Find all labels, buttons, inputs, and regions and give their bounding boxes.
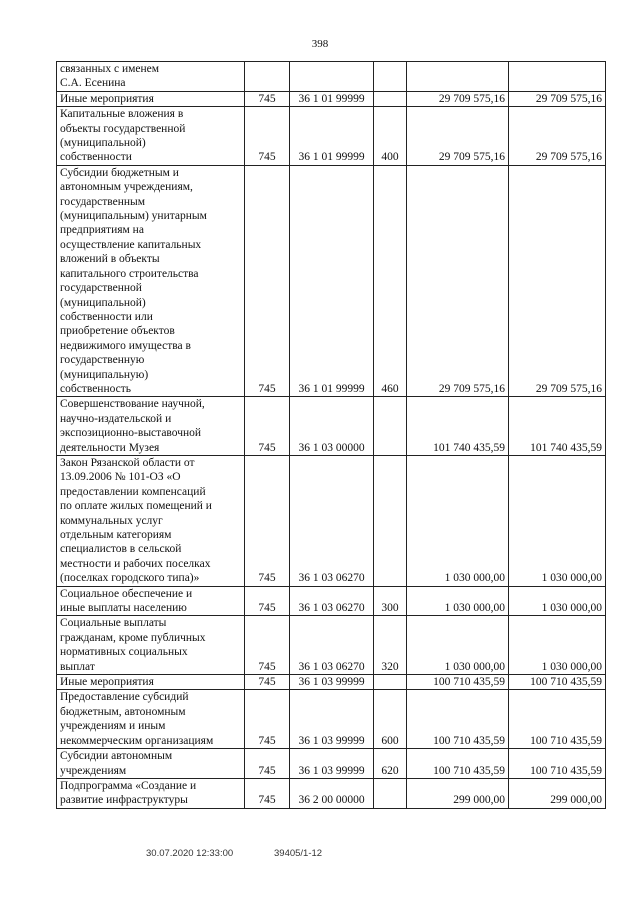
expense-type-cell: 320	[374, 616, 407, 675]
item-name-cell: Предоставление субсидий бюджетным, автономным учреждениям и иным некоммерческим организациям	[57, 690, 245, 749]
amount-year2-cell: 100 710 435,59	[509, 675, 606, 690]
target-article-cell: 36 1 01 99999	[290, 91, 374, 106]
item-name-cell: Субсидии бюджетным и автономным учреждениям, государственным (муниципальным) унитарным предприятиям на осуществление капитальных вложений в объекты капитального строительства государственной (муниципальной) собственности или приобретение объектов недвижимого имущества в государственную (муниципальную) собственность	[57, 165, 245, 397]
expense-type-cell: 460	[374, 165, 407, 397]
expense-type-cell	[374, 455, 407, 586]
item-name-cell: Иные мероприятия	[57, 675, 245, 690]
expense-type-cell: 300	[374, 586, 407, 616]
amount-year1-cell: 29 709 575,16	[407, 165, 509, 397]
table-row	[57, 165, 606, 397]
item-name-cell: Субсидии автономным учреждениям	[57, 749, 245, 779]
target-article-cell: 36 1 03 06270	[290, 616, 374, 675]
ministry-code-cell: 745	[245, 586, 290, 616]
expense-type-cell: 400	[374, 107, 407, 166]
budget-table	[56, 61, 606, 809]
expense-type-cell: 600	[374, 690, 407, 749]
amount-year1-cell: 101 740 435,59	[407, 397, 509, 456]
expense-type-cell	[374, 91, 407, 106]
target-article-cell: 36 1 03 06270	[290, 455, 374, 586]
table-row	[57, 62, 606, 92]
amount-year1-cell: 29 709 575,16	[407, 91, 509, 106]
ministry-code-cell: 745	[245, 397, 290, 456]
amount-year2-cell: 100 710 435,59	[509, 749, 606, 779]
amount-year2-cell: 101 740 435,59	[509, 397, 606, 456]
item-name-cell: Закон Рязанской области от 13.09.2006 № 101-ОЗ «О предоставлении компенсаций по оплате жилых помещений и коммунальных услуг отдельным категориям специалистов в сельской местности и рабочих поселках (поселках городского типа)»	[57, 455, 245, 586]
item-name-cell: Совершенствование научной, научно-издательской и экспозиционно-выставочной деятельности Музея	[57, 397, 245, 456]
expense-type-cell	[374, 778, 407, 808]
expense-type-cell: 620	[374, 749, 407, 779]
amount-year1-cell: 100 710 435,59	[407, 749, 509, 779]
target-article-cell: 36 1 03 00000	[290, 397, 374, 456]
amount-year2-cell: 1 030 000,00	[509, 616, 606, 675]
table-row	[57, 455, 606, 586]
amount-year1-cell: 100 710 435,59	[407, 675, 509, 690]
target-article-cell: 36 1 01 99999	[290, 165, 374, 397]
item-name-cell: Иные мероприятия	[57, 91, 245, 106]
ministry-code-cell: 745	[245, 91, 290, 106]
amount-year1-cell: 1 030 000,00	[407, 455, 509, 586]
target-article-cell: 36 1 03 99999	[290, 690, 374, 749]
amount-year1-cell: 1 030 000,00	[407, 586, 509, 616]
ministry-code-cell: 745	[245, 778, 290, 808]
page-number: 398	[311, 38, 329, 50]
item-name-cell: Социальные выплаты гражданам, кроме публичных нормативных социальных выплат	[57, 616, 245, 675]
ministry-code-cell: 745	[245, 675, 290, 690]
item-name-cell: Социальное обеспечение и иные выплаты населению	[57, 586, 245, 616]
amount-year2-cell	[509, 62, 606, 92]
amount-year2-cell: 1 030 000,00	[509, 455, 606, 586]
target-article-cell: 36 1 03 99999	[290, 675, 374, 690]
amount-year2-cell: 29 709 575,16	[509, 107, 606, 166]
amount-year1-cell	[407, 62, 509, 92]
target-article-cell: 36 1 03 99999	[290, 749, 374, 779]
budget-table-body	[57, 62, 606, 809]
expense-type-cell	[374, 397, 407, 456]
target-article-cell: 36 1 03 06270	[290, 586, 374, 616]
amount-year2-cell: 29 709 575,16	[509, 91, 606, 106]
table-row	[57, 91, 606, 106]
expense-type-cell	[374, 62, 407, 92]
table-row	[57, 616, 606, 675]
expense-type-cell	[374, 675, 407, 690]
ministry-code-cell: 745	[245, 690, 290, 749]
table-row	[57, 778, 606, 808]
ministry-code-cell: 745	[245, 165, 290, 397]
table-row	[57, 749, 606, 779]
target-article-cell: 36 1 01 99999	[290, 107, 374, 166]
ministry-code-cell: 745	[245, 107, 290, 166]
item-name-cell: Капитальные вложения в объекты государственной (муниципальной) собственности	[57, 107, 245, 166]
amount-year2-cell: 29 709 575,16	[509, 165, 606, 397]
amount-year2-cell: 1 030 000,00	[509, 586, 606, 616]
amount-year1-cell: 1 030 000,00	[407, 616, 509, 675]
target-article-cell	[290, 62, 374, 92]
target-article-cell: 36 2 00 00000	[290, 778, 374, 808]
amount-year1-cell: 29 709 575,16	[407, 107, 509, 166]
amount-year2-cell: 299 000,00	[509, 778, 606, 808]
footer-document-number: 39405/1-12	[274, 848, 323, 859]
item-name-cell: связанных с именем С.А. Есенина	[57, 62, 245, 92]
ministry-code-cell: 745	[245, 749, 290, 779]
amount-year1-cell: 100 710 435,59	[407, 690, 509, 749]
table-row	[57, 397, 606, 456]
ministry-code-cell: 745	[245, 616, 290, 675]
table-row	[57, 107, 606, 166]
amount-year1-cell: 299 000,00	[407, 778, 509, 808]
table-row	[57, 675, 606, 690]
amount-year2-cell: 100 710 435,59	[509, 690, 606, 749]
table-row	[57, 586, 606, 616]
table-row	[57, 690, 606, 749]
ministry-code-cell: 745	[245, 455, 290, 586]
item-name-cell: Подпрограмма «Создание и развитие инфраструктуры	[57, 778, 245, 808]
footer-timestamp: 30.07.2020 12:33:00	[146, 848, 234, 859]
ministry-code-cell	[245, 62, 290, 92]
